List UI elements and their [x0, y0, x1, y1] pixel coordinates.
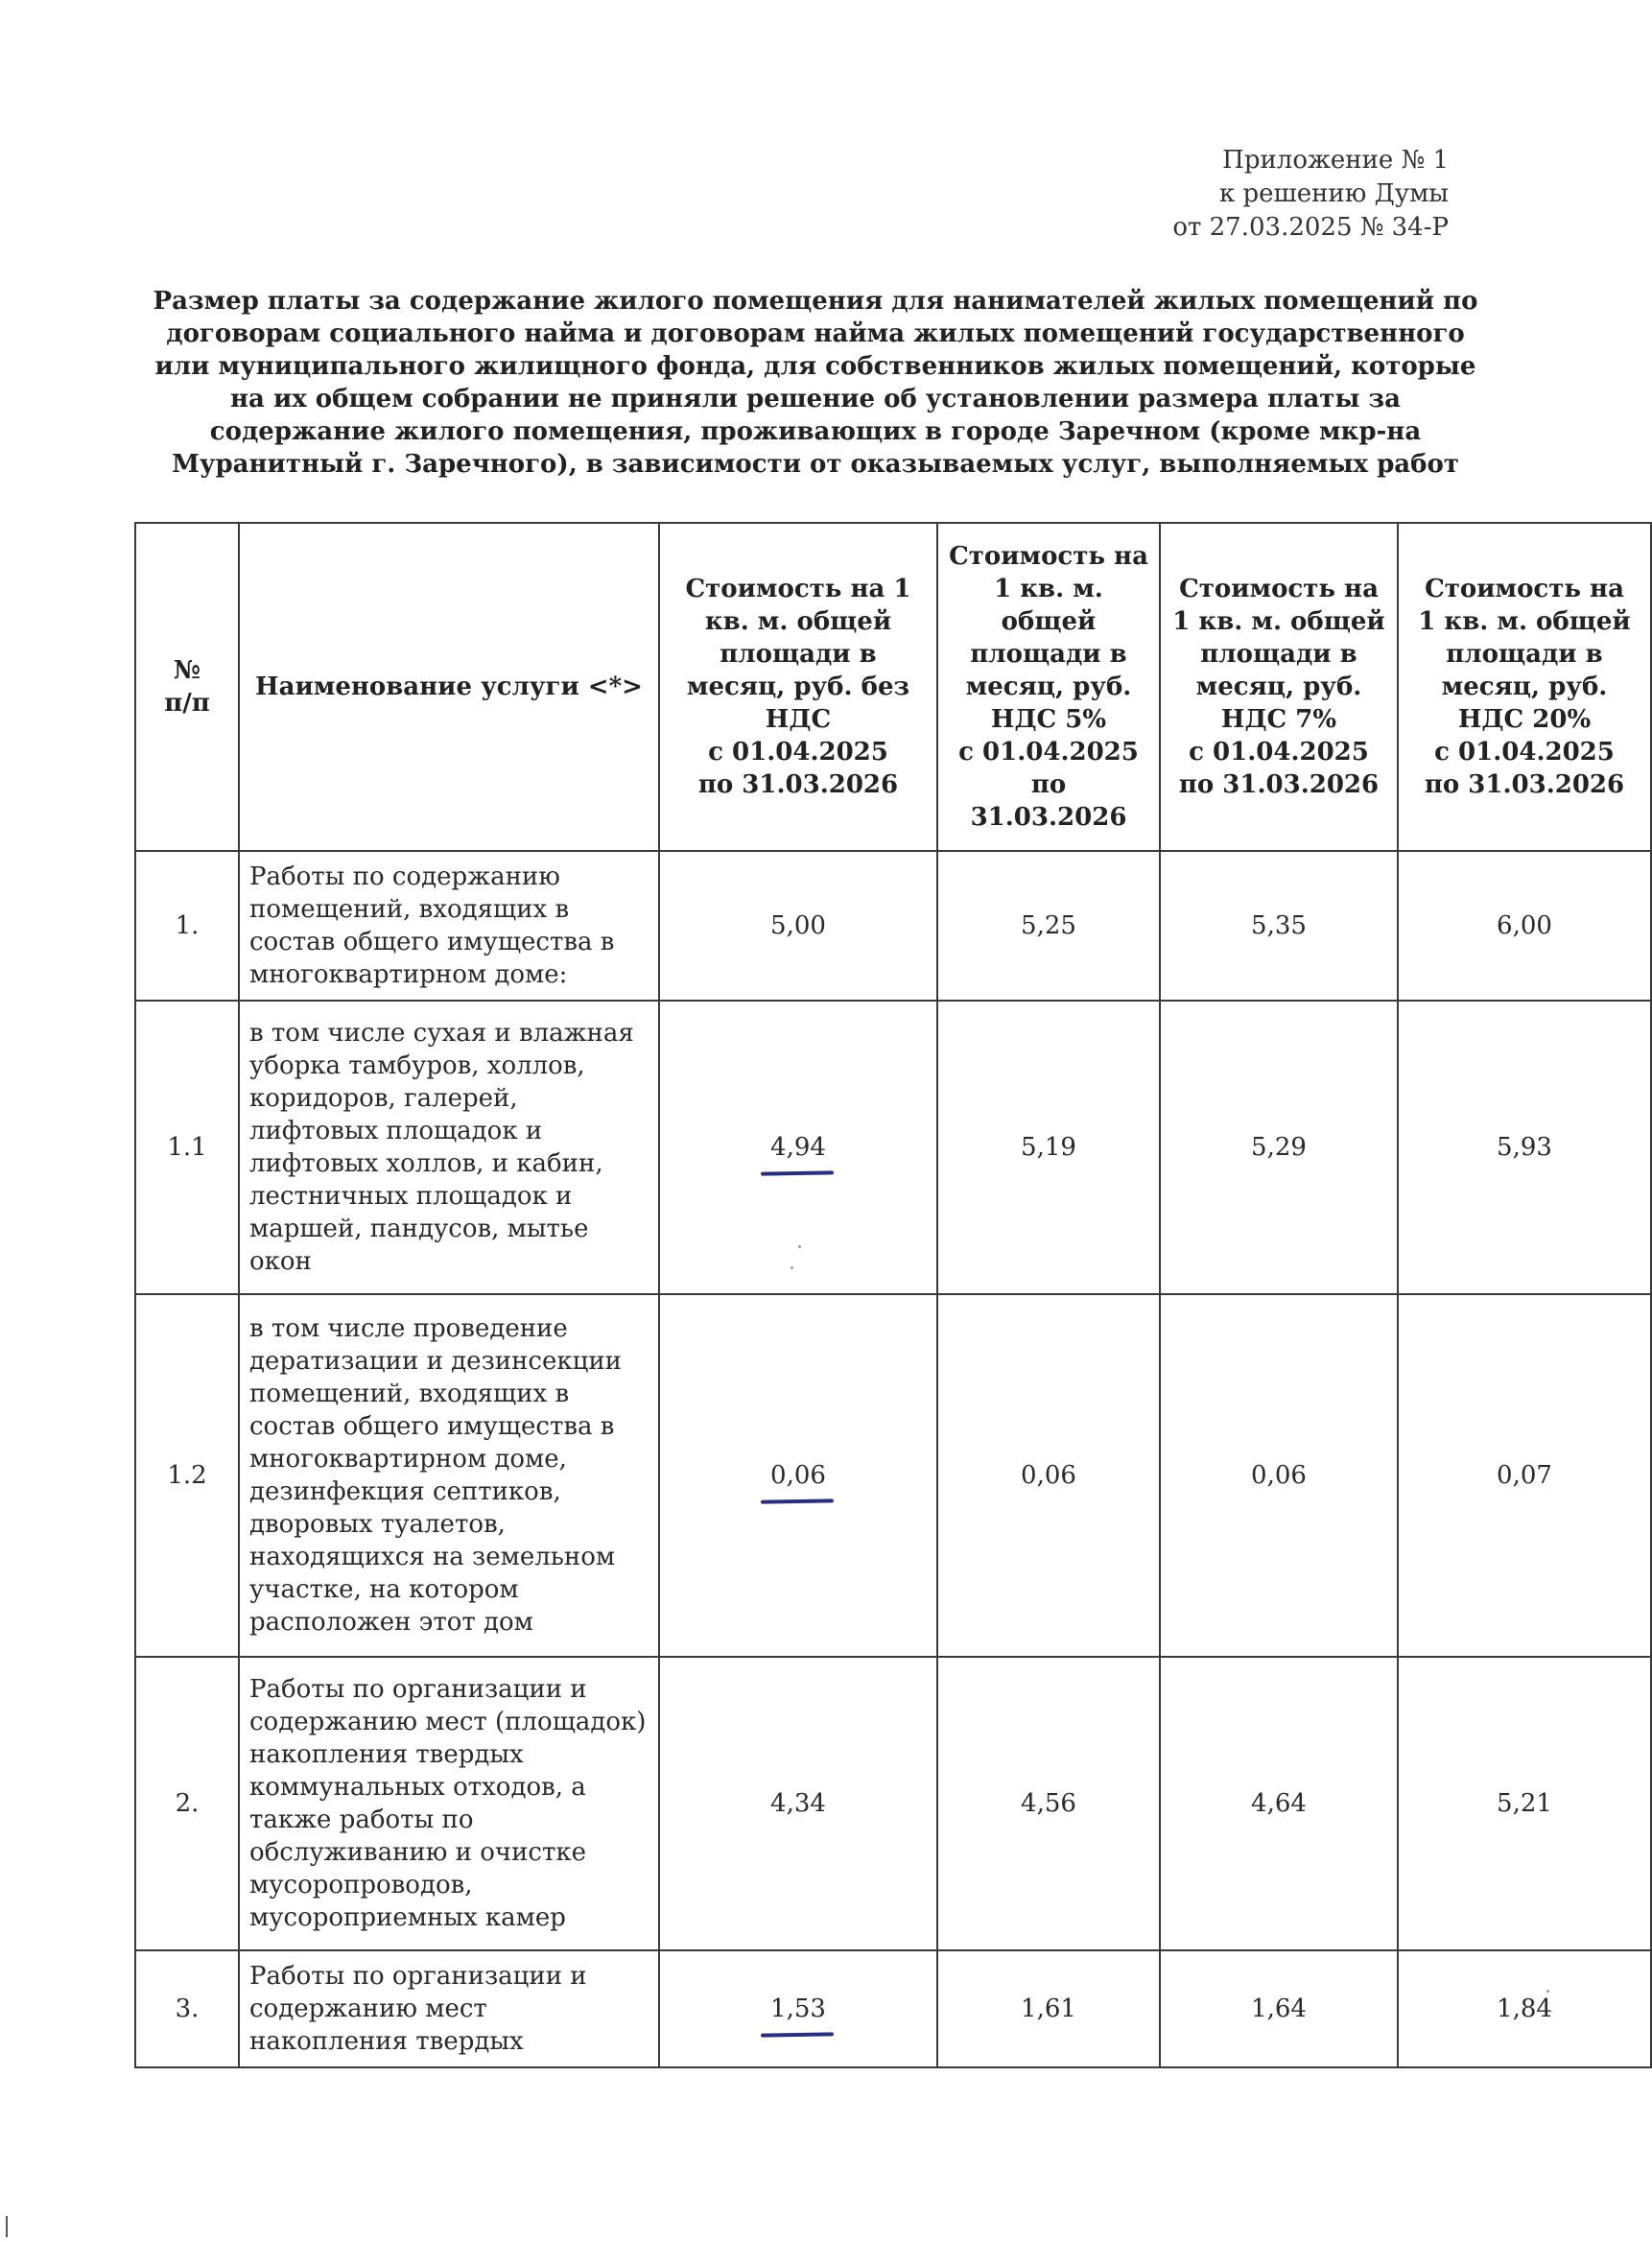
scan-speck — [1546, 1990, 1549, 1993]
service-name: Работы по организации и содержанию мест (площадок) накопления твердых коммунальных отходов, а также работы по обслуживанию и очистке мусоропроводов, мусороприемных камер — [239, 1657, 659, 1950]
annex-line-3: от 27.03.2025 № 34-Р — [1172, 213, 1449, 242]
cost-vat-20: 5,93 — [1398, 1001, 1651, 1294]
cost-vat-20: 6,00 — [1398, 851, 1651, 1001]
header-cost-vat-5: Стоимость на 1 кв. м. общей площади в месяц, руб. НДС 5% с 01.04.2025 по 31.03.2026 — [937, 523, 1160, 851]
cost-vat-5: 0,06 — [937, 1294, 1160, 1657]
cost-no-vat: 0,06 — [770, 1461, 826, 1490]
header-cost-vat-20: Стоимость на 1 кв. м. общей площади в месяц, руб. НДС 20% с 01.04.2025 по 31.03.2026 — [1398, 523, 1651, 851]
title-line-3: или муниципального жилищного фонда, для собственников жилых помещений, которые — [154, 352, 1476, 381]
table-row — [135, 1657, 1651, 1950]
table-row — [135, 1001, 1651, 1294]
cost-no-vat: 1,53 — [770, 1994, 826, 2023]
scan-speck — [798, 1245, 801, 1248]
title-line-1: Размер платы за содержание жилого помещения для нанимателей жилых помещений по — [153, 287, 1478, 316]
cost-vat-7: 5,29 — [1160, 1001, 1398, 1294]
cost-no-vat-cell — [659, 1294, 937, 1657]
cost-vat-5: 4,56 — [937, 1657, 1160, 1950]
cost-vat-7: 0,06 — [1160, 1294, 1398, 1657]
row-number: 3. — [135, 1950, 239, 2067]
cost-vat-20: 0,07 — [1398, 1294, 1651, 1657]
annex-line-1: Приложение № 1 — [1222, 146, 1449, 175]
header-cost-no-vat: Стоимость на 1 кв. м. общей площади в месяц, руб. без НДС с 01.04.2025 по 31.03.2026 — [659, 523, 937, 851]
cost-vat-7: 4,64 — [1160, 1657, 1398, 1950]
cost-no-vat: 4,94 — [770, 1133, 826, 1162]
cost-vat-7: 1,64 — [1160, 1950, 1398, 2067]
scan-speck — [791, 1266, 793, 1269]
row-number: 1.2 — [135, 1294, 239, 1657]
title-line-5: содержание жилого помещения, проживающих в городе Заречном (кроме мкр-на — [209, 417, 1422, 446]
table-header-row — [135, 523, 1651, 851]
tariff-table — [134, 522, 1652, 2068]
row-number: 2. — [135, 1657, 239, 1950]
header-num: № п/п — [135, 523, 239, 851]
tariff-table-container — [134, 522, 1631, 2076]
cost-no-vat: 5,00 — [659, 851, 937, 1001]
service-name: в том числе сухая и влажная уборка тамбуров, холлов, коридоров, галерей, лифтовых площадок и лифтовых холлов, и кабин, лестничных площадок и маршей, пандусов, мытье окон — [239, 1001, 659, 1294]
table-row — [135, 1294, 1651, 1657]
header-cost-vat-7: Стоимость на 1 кв. м. общей площади в месяц, руб. НДС 7% с 01.04.2025 по 31.03.2026 — [1160, 523, 1398, 851]
cost-no-vat: 4,34 — [659, 1657, 937, 1950]
title-line-2: договорам социального найма и договорам найма жилых помещений государственного — [166, 319, 1465, 348]
annex-header — [1172, 144, 1449, 245]
row-number: 1.1 — [135, 1001, 239, 1294]
cost-vat-5: 5,19 — [937, 1001, 1160, 1294]
document-title — [144, 285, 1487, 481]
annex-line-2: к решению Думы — [1218, 179, 1449, 208]
service-name: Работы по организации и содержанию мест накопления твердых — [239, 1950, 659, 2067]
table-row — [135, 1950, 1651, 2067]
service-name: в том числе проведение дератизации и дезинсекции помещений, входящих в состав общего имущества в многоквартирном доме, дезинфекция септиков, дворовых туалетов, находящихся на земельном участке, на котором расположен этот дом — [239, 1294, 659, 1657]
row-number: 1. — [135, 851, 239, 1001]
cost-no-vat-cell — [659, 1950, 937, 2067]
cost-vat-20: 5,21 — [1398, 1657, 1651, 1950]
title-line-6: Муранитный г. Заречного), в зависимости от оказываемых услуг, выполняемых работ — [172, 450, 1459, 479]
table-row — [135, 851, 1651, 1001]
header-service-name: Наименование услуги <*> — [239, 523, 659, 851]
title-line-4: на их общем собрании не приняли решение об установлении размера платы за — [230, 385, 1401, 413]
cost-vat-7: 5,35 — [1160, 851, 1398, 1001]
cost-no-vat-cell — [659, 1001, 937, 1294]
scan-edge-mark — [6, 2216, 8, 2237]
cost-vat-5: 1,61 — [937, 1950, 1160, 2067]
cost-vat-20: 1,84 — [1398, 1950, 1651, 2067]
cost-vat-5: 5,25 — [937, 851, 1160, 1001]
service-name: Работы по содержанию помещений, входящих в состав общего имущества в многоквартирном доме: — [239, 851, 659, 1001]
